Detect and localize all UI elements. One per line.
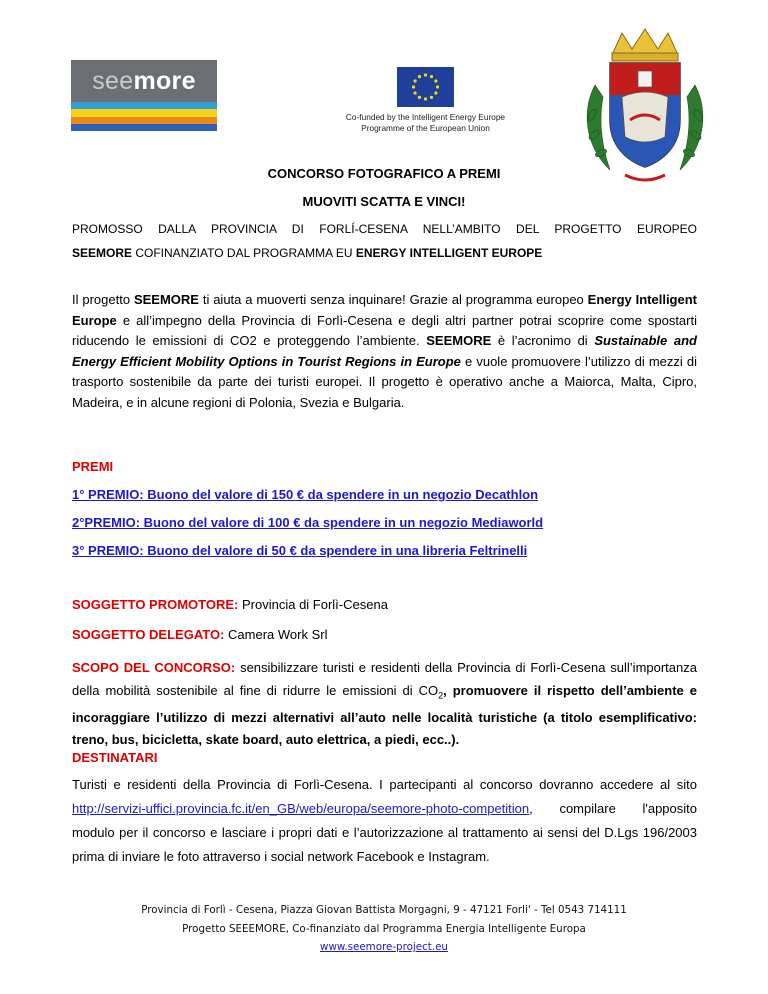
scopo-paragraph: SCOPO DEL CONCORSO: sensibilizzare turisti e residenti della Provincia di Forlì-Cesena sull’importanza della mobilità sostenibile al fine di ridurre le emissioni di $CO_2$, promuovere il rispetto dell’ambiente e incoraggiare l’utilizzo di mezzi alternativi all’auto nelle località turistiche (a titolo esemplificativo: treno, bus, bicicletta, skate board, auto elettrica, a piedi, ecc..).: [72, 660, 697, 748]
eu-flag-icon: [397, 67, 454, 107]
promo-line: PROMOSSO DALLA PROVINCIA DI FORLÍ-CESENA NELL’AMBITO DEL PROGETTO EUROPEO: [72, 222, 697, 236]
eu-caption: Co-funded by the Intelligent Energy Europe Programme of the European Union: [345, 112, 506, 133]
footer-project: Progetto SEEEMORE, Co-finanziato dal Programma Energia Intelligente Europa: [182, 923, 586, 935]
premio-link-3[interactable]: 3° PREMIO: Buono del valore di 50 € da spendere in una libreria Feltrinelli: [72, 543, 528, 558]
destinatari-paragraph: Turisti e residenti della Provincia di Forlì-Cesena. I partecipanti al concorso dovranno accedere al sito http://servizi-uffici.provincia.fc.it/en_GB/web/europa/seemore-photo-competition, compilare l'apposito modulo per il concorso e lasciare i propri dati e l’autorizzazione al trattamento ai sensi del D.Lgs 196/2003 prima di inviare le foto attraverso i social network Facebook e Instagram.: [72, 777, 697, 864]
seemore-logo: [71, 60, 217, 131]
page-title: CONCORSO FOTOGRAFICO A PREMI: [267, 166, 501, 181]
premi-heading: PREMI: [72, 459, 114, 474]
footer-website-link[interactable]: www.seemore-project.eu: [320, 941, 448, 953]
premio-link-2[interactable]: 2°PREMIO: Buono del valore di 100 € da spendere in un negozio Mediaworld: [72, 515, 544, 530]
competition-link[interactable]: http://servizi-uffici.provincia.fc.it/en_GB/web/europa/seemore-photo-competition: [72, 801, 530, 816]
intro-paragraph: Il progetto SEEMORE ti aiuta a muoverti senza inquinare! Grazie al programma europeo Energy Intelligent Europe e all’impegno della Provincia di Forlì-Cesena e degli altri partner potrai scoprire come spostarti riducendo le emissioni di CO2 e proteggendo l’ambiente. SEEMORE è l’acronimo di Sustainable and Energy Efficient Mobility Options in Tourist Regions in Europe e vuole promuovere l’utilizzo di mezzi di trasporto sostenibile da parte dei turisti europei. Il progetto è operativo anche a Maiorca, Malta, Cipro, Madeira, e in alcune regioni di Polonia, Svezia e Bulgaria.: [72, 292, 698, 410]
promo-line-2: SEEMORE COFINANZIATO DAL PROGRAMMA EU ENERGY INTELLIGENT EUROPE: [72, 246, 543, 260]
premio-link-1[interactable]: 1° PREMIO: Buono del valore di 150 € da spendere in un negozio Decathlon: [72, 487, 539, 502]
seemore-logo-wordmark: seemore: [71, 60, 217, 102]
seemore-logo-stripes: [71, 102, 217, 131]
soggetto-delegato: SOGGETTO DELEGATO: Camera Work Srl: [72, 627, 328, 642]
footer-link-row: [0, 941, 768, 953]
soggetto-promotore: SOGGETTO PROMOTORE: Provincia di Forlì-Cesena: [72, 597, 388, 612]
page-subtitle: MUOVITI SCATTA E VINCI!: [302, 194, 466, 209]
destinatari-heading: DESTINATARI: [72, 750, 158, 765]
footer-address: Provincia di Forlì - Cesena, Piazza Giovan Battista Morgagni, 9 - 47121 Forli' - Tel 0543 714111: [141, 904, 627, 916]
